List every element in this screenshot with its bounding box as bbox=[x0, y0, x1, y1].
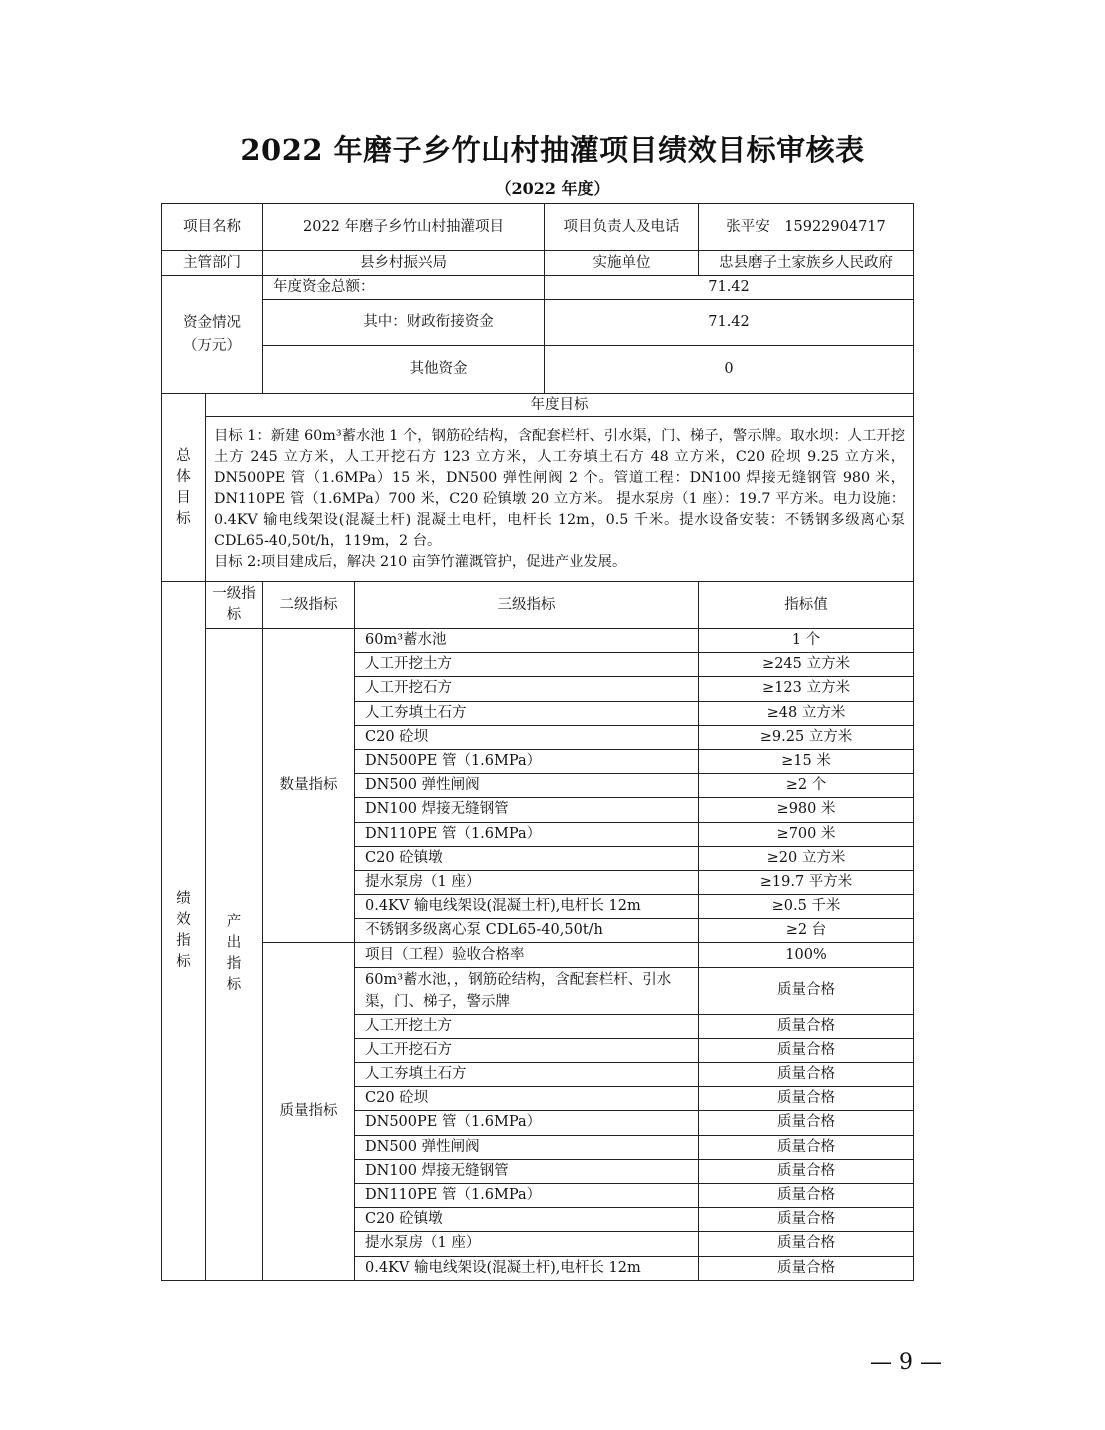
table-row bbox=[162, 629, 914, 653]
indicator-name: 人工开挖石方 bbox=[355, 1038, 699, 1062]
header-row-project bbox=[162, 204, 914, 251]
funds-label: 资金情况（万元） bbox=[162, 276, 263, 394]
funds-total-label: 年度资金总额： bbox=[263, 276, 545, 300]
goal-2-text: 目标 2:项目建成后，解决 210 亩笋竹灌溉管护，促进产业发展。 bbox=[214, 553, 627, 570]
indicator-value: ≥15 米 bbox=[699, 749, 914, 773]
indicator-value: 质量合格 bbox=[699, 1014, 914, 1038]
performance-header-row bbox=[162, 582, 914, 629]
overall-goal-label: 总 体 目 标 bbox=[162, 394, 206, 582]
document-title: 2022 年磨子乡竹山村抽灌项目绩效目标审核表 bbox=[240, 133, 865, 167]
indicator-name: DN100 焊接无缝钢管 bbox=[355, 1159, 699, 1183]
performance-indicator-label: 绩 效 指 标 bbox=[162, 582, 206, 1281]
indicator-name: 人工夯填土石方 bbox=[355, 701, 699, 725]
indicator-name: DN500PE 管（1.6MPa） bbox=[355, 1111, 699, 1135]
indicator-value: ≥123 立方米 bbox=[699, 677, 914, 701]
leader-label: 项目负责人及电话 bbox=[545, 204, 699, 251]
overall-header-row bbox=[162, 394, 914, 417]
indicator-value: 质量合格 bbox=[699, 1087, 914, 1111]
indicator-name: DN110PE 管（1.6MPa） bbox=[355, 822, 699, 846]
indicator-name: 人工开挖土方 bbox=[355, 653, 699, 677]
output-indicator-label: 产出指标 bbox=[206, 629, 263, 1281]
indicator-value: ≥9.25 立方米 bbox=[699, 725, 914, 749]
indicator-name: 提水泵房（1 座） bbox=[355, 870, 699, 894]
indicator-value: 100% bbox=[699, 943, 914, 967]
indicator-value: ≥980 米 bbox=[699, 798, 914, 822]
funds-fiscal-value: 71.42 bbox=[545, 300, 914, 346]
indicator-value: 质量合格 bbox=[699, 1159, 914, 1183]
page-number: — 9 — bbox=[870, 1350, 942, 1375]
indicator-name: C20 砼镇墩 bbox=[355, 846, 699, 870]
project-name-value: 2022 年磨子乡竹山村抽灌项目 bbox=[263, 204, 545, 251]
indicator-name: 0.4KV 输电线架设(混凝土杆),电杆长 12m bbox=[355, 895, 699, 919]
indicator-value: ≥2 台 bbox=[699, 919, 914, 943]
indicator-value: 质量合格 bbox=[699, 1111, 914, 1135]
indicator-name: DN100 焊接无缝钢管 bbox=[355, 798, 699, 822]
indicator-value: ≥48 立方米 bbox=[699, 701, 914, 725]
impl-value: 忠县磨子土家族乡人民政府 bbox=[699, 251, 914, 276]
indicator-name: DN110PE 管（1.6MPa） bbox=[355, 1183, 699, 1207]
annual-goal-header: 年度目标 bbox=[206, 394, 914, 417]
indicator-name: 不锈钢多级离心泵 CDL65-40,50t/h bbox=[355, 919, 699, 943]
indicator-name: C20 砼坝 bbox=[355, 1087, 699, 1111]
indicator-name: 项目（工程）验收合格率 bbox=[355, 943, 699, 967]
indicator-value: 质量合格 bbox=[699, 1256, 914, 1280]
project-name-label: 项目名称 bbox=[162, 204, 263, 251]
indicator-value: 质量合格 bbox=[699, 1135, 914, 1159]
header-row-dept bbox=[162, 251, 914, 276]
indicator-value: ≥20 立方米 bbox=[699, 846, 914, 870]
indicator-name: DN500PE 管（1.6MPa） bbox=[355, 749, 699, 773]
indicator-value: 1 个 bbox=[699, 629, 914, 653]
indicator-value: 质量合格 bbox=[699, 1232, 914, 1256]
col-level2-header: 二级指标 bbox=[263, 582, 355, 629]
indicator-name: 60m³蓄水池 bbox=[355, 629, 699, 653]
overall-goal-row bbox=[162, 417, 914, 582]
funds-total-value: 71.42 bbox=[545, 276, 914, 300]
funds-fiscal-label: 其中：财政衔接资金 bbox=[263, 300, 545, 346]
funds-other-label: 其他资金 bbox=[263, 346, 545, 394]
indicator-name: DN500 弹性闸阀 bbox=[355, 1135, 699, 1159]
annual-goal-text bbox=[206, 417, 914, 582]
funds-other-value: 0 bbox=[545, 346, 914, 394]
indicator-value: 质量合格 bbox=[699, 1208, 914, 1232]
indicator-name: 提水泵房（1 座） bbox=[355, 1232, 699, 1256]
indicator-value: ≥19.7 平方米 bbox=[699, 870, 914, 894]
funds-row-other bbox=[162, 346, 914, 394]
indicator-value: 质量合格 bbox=[699, 967, 914, 1014]
funds-row-fiscal bbox=[162, 300, 914, 346]
quality-indicator-label: 质量指标 bbox=[263, 943, 355, 1280]
impl-label: 实施单位 bbox=[545, 251, 699, 276]
indicator-name: 60m³蓄水池，，钢筋砼结构，含配套栏杆、引水渠，门、梯子，警示牌 bbox=[355, 967, 699, 1014]
quantity-indicator-label: 数量指标 bbox=[263, 629, 355, 943]
indicator-name: 0.4KV 输电线架设(混凝土杆),电杆长 12m bbox=[355, 1256, 699, 1280]
indicator-value: ≥2 个 bbox=[699, 774, 914, 798]
indicator-value: ≥0.5 千米 bbox=[699, 895, 914, 919]
performance-table bbox=[161, 203, 914, 1281]
indicator-name: 人工夯填土石方 bbox=[355, 1063, 699, 1087]
col-level3-header: 三级指标 bbox=[355, 582, 699, 629]
col-level1-header: 一级指标 bbox=[206, 582, 263, 629]
goal-1-text: 目标 1：新建 60m³蓄水池 1 个，钢筋砼结构，含配套栏杆、引水渠，门、梯子，警示牌。取水坝：人工开挖土方 245 立方米，人工开挖石方 123 立方米，人工夯填土石方 48 立方米，C20 砼坝 9.25 立方米，DN500PE 管（1.6MPa）15 米，DN500 弹性闸阀 2 个。管道工程：DN100 焊接无缝钢管 980 米，DN110PE 管（1.6MPa）700 米，C20 砼镇墩 20 立方米。 提水泵房（1 座）：19.7 平方米。电力设施：0.4KV 输电线架设(混凝土杆) 混凝土电杆，电杆长 12m，0.5 千米。提水设备安装：不锈钢多级离心泵 CDL65-40,50t/h，119m，2 台。 bbox=[214, 427, 906, 549]
indicator-name: C20 砼坝 bbox=[355, 725, 699, 749]
indicator-value: ≥700 米 bbox=[699, 822, 914, 846]
table-row bbox=[162, 943, 914, 967]
indicator-value: ≥245 立方米 bbox=[699, 653, 914, 677]
indicator-value: 质量合格 bbox=[699, 1183, 914, 1207]
indicator-value: 质量合格 bbox=[699, 1038, 914, 1062]
leader-value: 张平安 15922904717 bbox=[699, 204, 914, 251]
indicator-name: 人工开挖石方 bbox=[355, 677, 699, 701]
col-value-header: 指标值 bbox=[699, 582, 914, 629]
funds-row-total bbox=[162, 276, 914, 300]
indicator-value: 质量合格 bbox=[699, 1063, 914, 1087]
indicator-name: DN500 弹性闸阀 bbox=[355, 774, 699, 798]
indicator-name: 人工开挖土方 bbox=[355, 1014, 699, 1038]
dept-value: 县乡村振兴局 bbox=[263, 251, 545, 276]
document-subtitle: （2022 年度） bbox=[495, 179, 610, 198]
dept-label: 主管部门 bbox=[162, 251, 263, 276]
indicator-name: C20 砼镇墩 bbox=[355, 1208, 699, 1232]
